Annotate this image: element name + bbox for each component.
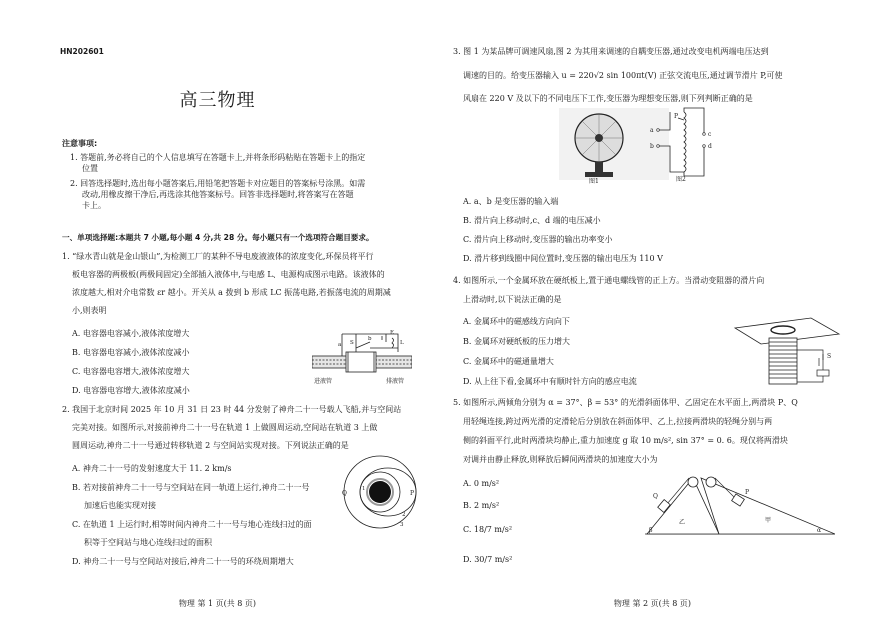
q5-stem-line: 用轻绳连接,跨过两光滑的定滑轮后分别放在斜面体甲、乙上,拉接两滑块的轻绳分别与两: [463, 417, 773, 426]
page-2: [435, 0, 870, 629]
q3-option-a: A. a、b 是变压器的输入端: [463, 197, 559, 206]
notice-line: 位置: [82, 164, 98, 173]
q2-option-c: C. 在轨道 1 上运行时,相等时间内神舟二十一号与地心连线扫过的面: [72, 520, 312, 529]
exam-code: HN202601: [60, 47, 104, 56]
q2-option-a: A. 神舟二十一号的发射速度大于 11. 2 km/s: [72, 464, 232, 473]
q4-option-d: D. 从上往下看,金属环中有顺时针方向的感应电流: [463, 377, 637, 386]
q5-label-beta: β: [649, 527, 653, 534]
q3-label-p: P: [674, 113, 679, 120]
q3-label-a: a: [650, 127, 654, 134]
q4-label-s: S: [827, 353, 832, 360]
q1-label-l: L: [400, 340, 404, 346]
q1-label-a: a: [338, 342, 342, 348]
q2-option-b: B. 若对接前神舟二十一号与空间站在同一轨道上运行,神舟二十一号: [72, 483, 310, 492]
q2-orbit-figure: [340, 452, 422, 530]
q5-stem-line: 对调并由静止释放,则释放后瞬间两滑块的加速度大小为: [463, 455, 658, 464]
notice-line: 卡上。: [82, 201, 106, 210]
q1-option-d: D. 电容器电容增大,液体浓度减小: [72, 386, 190, 395]
q1-stem-line: 1. “绿水青山就是金山银山”,为检测工厂的某种不导电废液液体的浓度变化,环保员将平行: [62, 252, 374, 261]
section-heading: 一、单项选择题:本题共 7 小题,每小题 4 分,共 28 分。每小题只有一个选项符合题目要求。: [62, 233, 374, 242]
q3-option-b: B. 滑片向上移动时,c、d 端的电压减小: [463, 216, 601, 225]
q2-option-c-cont: 积等于空间站与地心连线扫过的面积: [84, 538, 212, 547]
q2-label-orbit-3: 3: [400, 522, 404, 528]
q2-stem-line: 完美对接。如图所示,对接前神舟二十一号在轨道 1 上做圆周运动,空间站在轨道 3 上做: [72, 423, 378, 432]
page-footer: 物理 第 2 页(共 8 页): [613, 599, 692, 608]
q3-label-d: d: [708, 143, 712, 150]
q1-label-out-pipe: 排液管: [386, 378, 405, 385]
q2-stem-line: 2. 我国于北京时间 2025 年 10 月 31 日 23 时 44 分发射了神舟二十一号载人飞船,并与空间站: [62, 405, 402, 414]
q5-stem-line: 侧的斜面平行,此时两滑块均静止,重力加速度 g 取 10 m/s², sin 37° = 0. 6。现仅将两滑块: [463, 436, 788, 445]
q3-option-d: D. 滑片移到线圈中间位置时,变压器的输出电压为 110 V: [463, 254, 663, 263]
q4-stem-line: 上滑动时,以下说法正确的是: [463, 295, 562, 304]
q1-circuit-figure: [312, 326, 412, 388]
q1-option-b: B. 电容器电容减小,液体浓度减小: [72, 348, 190, 357]
q2-option-d: D. 神舟二十一号与空间站对接后,神舟二十一号的环绕周期增大: [72, 557, 294, 566]
q2-label-q: Q: [342, 490, 347, 497]
q1-label-b: b: [368, 336, 372, 342]
q3-stem-line: 3. 图 1 为某品牌可调速风扇,图 2 为其用来调速的自耦变压器,通过改变电机两端电压达到: [453, 47, 769, 56]
q5-option-c: C. 18/7 m/s²: [463, 525, 513, 534]
q5-label-q: Q: [653, 493, 658, 500]
q1-option-c: C. 电容器电容增大,液体浓度增大: [72, 367, 190, 376]
q1-stem-line: 浓度越大,相对介电常数 εr 越小。开关从 a 拨到 b 形成 LC 振荡电路,若振荡电流的周期减: [72, 288, 391, 297]
q5-option-b: B. 2 m/s²: [463, 501, 500, 510]
q3-fig2-caption: 图2: [676, 176, 686, 183]
q1-label-s: S: [350, 340, 354, 346]
q5-option-d: D. 30/7 m/s²: [463, 555, 513, 564]
q5-label-jia: 甲: [765, 517, 772, 524]
q3-fig1-caption: 图1: [589, 178, 599, 185]
q5-label-yi: 乙: [679, 519, 686, 526]
q1-label-e: E: [390, 330, 395, 336]
q1-stem-line: 小,则表明: [72, 306, 107, 315]
q3-stem-line: 风扇在 220 V 及以下的不同电压下工作,变压器为理想变压器,则下列判断正确的是: [463, 94, 753, 103]
q2-label-p: P: [410, 490, 415, 497]
q4-option-c: C. 金属环中的磁通量增大: [463, 357, 554, 366]
q2-label-orbit-2: 2: [402, 512, 406, 518]
q4-option-a: A. 金属环中的磁感线方向向下: [463, 317, 570, 326]
notice-line: 改动,用橡皮擦干净后,再选涂其他答案标号。回答非选择题时,将答案写在答题: [82, 190, 354, 199]
q3-option-c: C. 滑片向上移动时,变压器的输出功率变小: [463, 235, 613, 244]
q5-incline-figure: [645, 474, 835, 536]
notice-line: 2. 回答选择题时,选出每小题答案后,用铅笔把答题卡对应题目的答案标号涂黑。如需: [70, 179, 366, 188]
q5-label-alpha: α: [817, 527, 822, 534]
q3-label-c: c: [708, 131, 712, 138]
q2-label-orbit-1: 1: [362, 486, 366, 492]
q2-stem-line: 圆周运动,神舟二十一号通过转移轨道 2 与空间站实现对接。下列说法正确的是: [72, 441, 349, 450]
q1-stem-line: 板电容器的两极板(两极间固定)全部插入液体中,与电感 L、电源构成图示电路。该液体的: [72, 270, 385, 279]
q4-option-b: B. 金属环对硬纸板的压力增大: [463, 337, 570, 346]
q4-solenoid-figure: [731, 306, 843, 392]
q5-option-a: A. 0 m/s²: [463, 479, 500, 488]
q3-fig2-transformer: [640, 106, 720, 188]
q4-stem-line: 4. 如图所示,一个金属环放在硬纸板上,置于通电螺线管的正上方。当滑动变阻器的滑片向: [453, 276, 765, 285]
q3-stem-line: 调速的目的。给变压器输入 u = 220√2 sin 100πt(V) 正弦交流电压,通过调节滑片 P,可使: [463, 71, 783, 80]
notice-line: 1. 答题前,务必将自己的个人信息填写在答题卡上,并将条形码粘贴在答题卡上的指定: [70, 153, 366, 162]
page-title: 高三物理: [179, 90, 256, 111]
q1-label-in-pipe: 进液管: [314, 378, 333, 385]
q3-label-b: b: [650, 143, 654, 150]
page-footer: 物理 第 1 页(共 8 页): [178, 599, 257, 608]
q1-option-a: A. 电容器电容减小,液体浓度增大: [72, 329, 190, 338]
q5-stem-line: 5. 如图所示,两倾角分别为 α = 37°、β = 53° 的光滑斜面体甲、乙固定在水平面上,两滑块 P、Q: [453, 398, 798, 407]
notice-heading: 注意事项:: [62, 139, 98, 148]
q5-label-p: P: [745, 489, 750, 496]
q2-option-b-cont: 加速后也能实现对接: [84, 501, 156, 510]
